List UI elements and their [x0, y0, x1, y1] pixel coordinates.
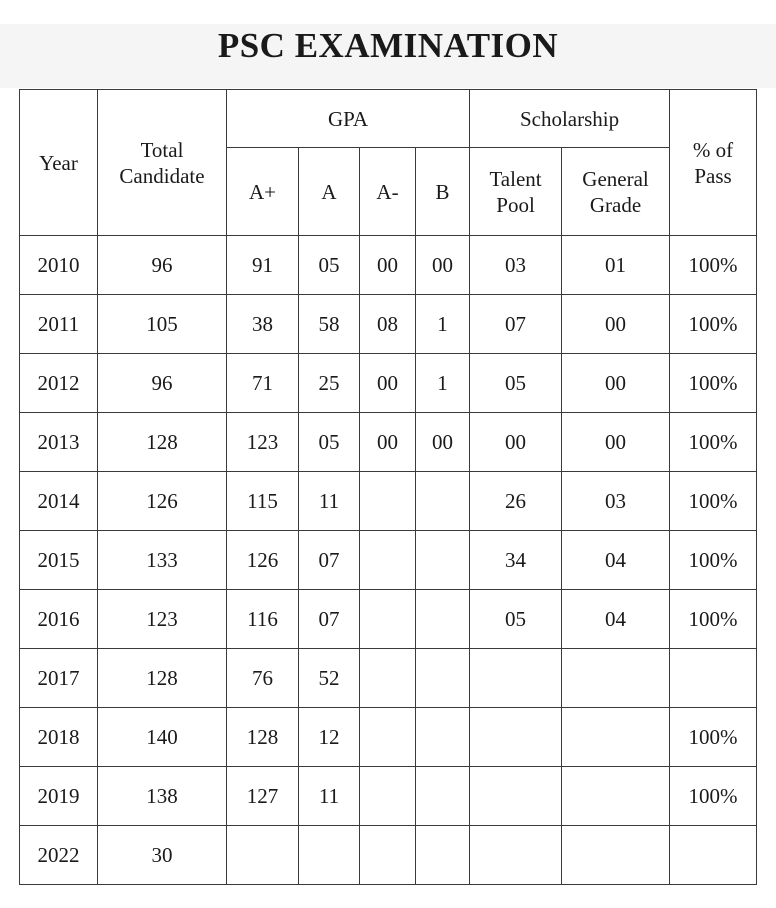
cell-pass: 100% [670, 590, 757, 649]
table-row [20, 531, 757, 590]
cell-a-plus: 123 [227, 413, 299, 472]
header-talent-pool [470, 148, 562, 236]
header-general-grade [562, 148, 670, 236]
cell-a: 25 [299, 354, 360, 413]
cell-a-minus: 00 [360, 413, 416, 472]
cell-general-grade [562, 767, 670, 826]
table-body [20, 236, 757, 885]
cell-a-plus: 128 [227, 708, 299, 767]
cell-b [416, 590, 470, 649]
cell-a: 11 [299, 767, 360, 826]
cell-talent-pool [470, 649, 562, 708]
header-gpa-b: B [416, 148, 470, 236]
table-row [20, 295, 757, 354]
cell-b: 1 [416, 295, 470, 354]
cell-a-minus [360, 649, 416, 708]
cell-pass: 100% [670, 472, 757, 531]
cell-a: 52 [299, 649, 360, 708]
cell-total: 128 [98, 413, 227, 472]
table-row [20, 708, 757, 767]
cell-year: 2013 [20, 413, 98, 472]
cell-talent-pool [470, 826, 562, 885]
cell-a-plus: 71 [227, 354, 299, 413]
cell-year: 2018 [20, 708, 98, 767]
header-row-top [20, 90, 757, 148]
cell-a: 05 [299, 236, 360, 295]
cell-a: 11 [299, 472, 360, 531]
cell-general-grade: 04 [562, 531, 670, 590]
cell-b [416, 472, 470, 531]
cell-general-grade: 00 [562, 413, 670, 472]
cell-talent-pool: 05 [470, 590, 562, 649]
cell-a-minus [360, 531, 416, 590]
header-pass-percent-label: % of Pass [692, 137, 734, 188]
cell-talent-pool [470, 767, 562, 826]
cell-a-minus [360, 472, 416, 531]
cell-general-grade [562, 708, 670, 767]
cell-a [299, 826, 360, 885]
cell-a-minus: 08 [360, 295, 416, 354]
cell-talent-pool: 03 [470, 236, 562, 295]
cell-general-grade: 04 [562, 590, 670, 649]
cell-total: 128 [98, 649, 227, 708]
header-pass-percent [670, 90, 757, 236]
cell-pass: 100% [670, 295, 757, 354]
cell-talent-pool: 26 [470, 472, 562, 531]
cell-talent-pool: 07 [470, 295, 562, 354]
cell-a-minus [360, 767, 416, 826]
cell-b: 1 [416, 354, 470, 413]
table-row [20, 590, 757, 649]
cell-a: 58 [299, 295, 360, 354]
cell-year: 2022 [20, 826, 98, 885]
cell-a-minus [360, 708, 416, 767]
cell-a-plus: 91 [227, 236, 299, 295]
cell-general-grade [562, 826, 670, 885]
cell-pass [670, 826, 757, 885]
header-scholarship: Scholarship [470, 90, 670, 148]
psc-results-table [19, 89, 757, 885]
cell-year: 2016 [20, 590, 98, 649]
cell-general-grade: 00 [562, 354, 670, 413]
cell-total: 96 [98, 354, 227, 413]
cell-pass: 100% [670, 767, 757, 826]
header-general-grade-label: General Grade [582, 166, 649, 217]
cell-total: 123 [98, 590, 227, 649]
cell-a-plus: 126 [227, 531, 299, 590]
cell-a-plus: 115 [227, 472, 299, 531]
cell-a: 05 [299, 413, 360, 472]
cell-b [416, 767, 470, 826]
cell-pass: 100% [670, 236, 757, 295]
cell-b [416, 531, 470, 590]
cell-b: 00 [416, 413, 470, 472]
cell-b [416, 649, 470, 708]
cell-general-grade: 01 [562, 236, 670, 295]
cell-talent-pool: 34 [470, 531, 562, 590]
page-title: PSC EXAMINATION [217, 26, 559, 65]
header-total-candidate-label: Total Candidate [119, 137, 205, 188]
cell-pass: 100% [670, 708, 757, 767]
cell-year: 2017 [20, 649, 98, 708]
cell-general-grade: 03 [562, 472, 670, 531]
table-row [20, 413, 757, 472]
cell-a-minus: 00 [360, 354, 416, 413]
cell-pass: 100% [670, 413, 757, 472]
header-gpa-a-plus: A+ [227, 148, 299, 236]
cell-total: 30 [98, 826, 227, 885]
cell-total: 96 [98, 236, 227, 295]
table-row [20, 236, 757, 295]
cell-pass [670, 649, 757, 708]
cell-pass: 100% [670, 354, 757, 413]
cell-a-plus: 76 [227, 649, 299, 708]
header-gpa-a: A [299, 148, 360, 236]
cell-a-plus: 38 [227, 295, 299, 354]
cell-a-minus: 00 [360, 236, 416, 295]
cell-b: 00 [416, 236, 470, 295]
table-row [20, 826, 757, 885]
cell-year: 2010 [20, 236, 98, 295]
cell-year: 2011 [20, 295, 98, 354]
table-row [20, 649, 757, 708]
table-row [20, 472, 757, 531]
cell-year: 2019 [20, 767, 98, 826]
cell-total: 126 [98, 472, 227, 531]
cell-total: 138 [98, 767, 227, 826]
cell-total: 133 [98, 531, 227, 590]
cell-year: 2012 [20, 354, 98, 413]
cell-general-grade: 00 [562, 295, 670, 354]
header-total-candidate [98, 90, 227, 236]
cell-general-grade [562, 649, 670, 708]
cell-a-plus: 127 [227, 767, 299, 826]
cell-a: 07 [299, 590, 360, 649]
cell-a-plus: 116 [227, 590, 299, 649]
cell-a: 07 [299, 531, 360, 590]
cell-talent-pool [470, 708, 562, 767]
cell-total: 105 [98, 295, 227, 354]
cell-b [416, 826, 470, 885]
header-gpa: GPA [227, 90, 470, 148]
cell-a-plus [227, 826, 299, 885]
cell-year: 2014 [20, 472, 98, 531]
cell-pass: 100% [670, 531, 757, 590]
cell-total: 140 [98, 708, 227, 767]
cell-talent-pool: 00 [470, 413, 562, 472]
cell-talent-pool: 05 [470, 354, 562, 413]
header-year: Year [20, 90, 98, 236]
cell-year: 2015 [20, 531, 98, 590]
cell-a: 12 [299, 708, 360, 767]
table-row [20, 354, 757, 413]
cell-b [416, 708, 470, 767]
table-row [20, 767, 757, 826]
header-talent-pool-label: Talent Pool [489, 166, 542, 217]
header-gpa-a-minus: A- [360, 148, 416, 236]
cell-a-minus [360, 826, 416, 885]
cell-a-minus [360, 590, 416, 649]
